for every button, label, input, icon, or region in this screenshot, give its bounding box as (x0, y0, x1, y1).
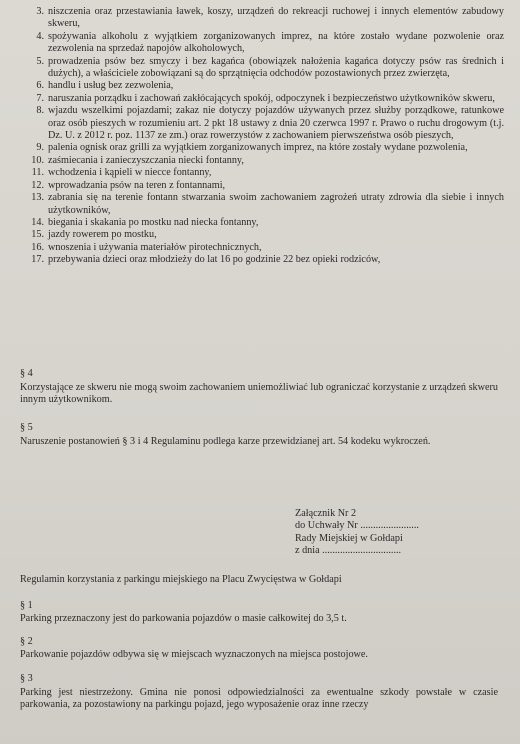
section-4-text: Korzystające ze skweru nie mogą swoim zachowaniem uniemożliwiać lub ograniczać korzystanie z urządzeń skweru innym użytkownikom. (20, 382, 498, 406)
list-item-text: zabrania się na terenie fontann stwarzania swoim zachowaniem zagrożeń utraty zdrowia dla siebie i innych użytkowników, (48, 192, 504, 216)
list-item-number: 14. (31, 216, 44, 228)
list-item-number: 12. (31, 179, 44, 191)
regulation-title: Regulamin korzystania z parkingu miejskiego na Placu Zwycięstwa w Gołdapi (20, 574, 342, 585)
list-item-number: 6. (36, 80, 44, 92)
list-item (26, 192, 504, 217)
annex-header (295, 508, 495, 558)
list-item (26, 93, 504, 105)
list-item (26, 142, 504, 154)
list-item-text: wnoszenia i używania materiałów pirotechnicznych, (48, 241, 262, 253)
list-item-text: przebywania dzieci oraz młodzieży do lat 16 po godzinie 22 bez opieki rodziców, (48, 254, 381, 266)
list-item-text: wjazdu wszelkimi pojazdami; zakaz nie dotyczy pojazdów używanych przez służby porządkowe, ratunkowe oraz osób pieszych w rozumieniu art. 2 pkt 18 ustawy z dnia 20 czerwca 1997 r. Prawo o ruchu drogowym (t.j. Dz. U. z 2012 r. poz. 1137 ze zm.) oraz rowerzystów z zachowaniem pierwszeństwa osób pieszych, (48, 105, 504, 142)
list-item-text: prowadzenia psów bez smyczy i bez kagańca (obowiązek nałożenia kagańca dotyczy psów ras średnich i dużych), a właściciele zobowiązani są do sprzątnięcia odchodów pozostawionych przez zwierzęta, (48, 55, 504, 80)
list-item (26, 242, 504, 254)
annex-date: z dnia ............................... (295, 545, 402, 557)
list-item (26, 229, 504, 241)
list-item-number: 3. (36, 6, 44, 17)
list-item-number: 11. (31, 167, 44, 179)
list-item-text: palenia ognisk oraz grilli za wyjątkiem zorganizowanych imprez, na które zostały wydane pozwolenia, (48, 142, 468, 154)
section-4-label: § 4 (20, 368, 33, 379)
list-item-number: 4. (36, 30, 44, 42)
list-item-number: 7. (36, 92, 44, 104)
annex-council: Rady Miejskiej w Gołdapi (295, 532, 403, 544)
list-item-text: biegania i skakania po mostku nad niecka fontanny, (48, 216, 259, 228)
list-item-number: 16. (31, 241, 44, 253)
list-item-number: 8. (36, 105, 44, 117)
list-item (26, 167, 504, 179)
list-item-text: naruszania porządku i zachowań zakłócających spokój, odpoczynek i bezpieczeństwo użytkowników skweru, (48, 92, 495, 104)
parking-section-3-label: § 3 (20, 673, 33, 684)
list-item-number: 5. (36, 55, 44, 67)
section-5-label: § 5 (20, 422, 33, 433)
parking-section-1-label: § 1 (20, 600, 33, 611)
parking-section-2-label: § 2 (20, 636, 33, 647)
list-item (26, 6, 504, 31)
list-item-text: niszczenia oraz przestawiania ławek, koszy, urządzeń do rekreacji ruchowej i innych elementów zabudowy skweru, (48, 6, 504, 30)
list-item-number: 15. (31, 229, 44, 241)
list-item (26, 180, 504, 192)
list-item-text: wchodzenia i kąpieli w niecce fontanny, (48, 167, 212, 179)
list-item-text: spożywania alkoholu z wyjątkiem zorganizowanych imprez, na które zostało wydane pozwolenie oraz zezwolenia na sprzedaż napojów alkoholowych, (48, 30, 504, 55)
list-item (26, 56, 504, 81)
list-item-text: handlu i usług bez zezwolenia, (48, 80, 174, 92)
list-item-text: zaśmiecania i zanieczyszczania niecki fontanny, (48, 154, 244, 166)
list-item (26, 217, 504, 229)
list-item-number: 17. (31, 254, 44, 266)
list-item (26, 31, 504, 56)
list-item (26, 254, 504, 266)
parking-section-3-text: Parking jest niestrzeżony. Gmina nie ponosi odpowiedzialności za ewentualne szkody powstałe w czasie parkowania, za pozostawiony na parkingu pojazd, jego wyposażenie oraz inne rzeczy (20, 687, 498, 711)
list-item-text: wprowadzania psów na teren z fontannami, (48, 179, 226, 191)
annex-number: Załącznik Nr 2 (295, 508, 357, 519)
list-item-number: 10. (31, 154, 44, 166)
list-item (26, 80, 504, 92)
list-item-number: 9. (36, 142, 44, 154)
list-item (26, 155, 504, 167)
list-item-text: jazdy rowerem po mostku, (48, 229, 157, 241)
annex-resolution: do Uchwały Nr ....................... (295, 520, 419, 532)
list-item-number: 13. (31, 192, 44, 204)
list-item (26, 105, 504, 142)
parking-section-1-text: Parking przeznaczony jest do parkowania pojazdów o masie całkowitej do 3,5 t. (20, 613, 347, 624)
parking-section-2-text: Parkowanie pojazdów odbywa się w miejscach wyznaczonych na miejsca postojowe. (20, 649, 368, 660)
section-5-text: Naruszenie postanowień § 3 i 4 Regulaminu podlega karze przewidzianej art. 54 kodeku wykroczeń. (20, 436, 431, 447)
prohibitions-list (26, 6, 504, 267)
